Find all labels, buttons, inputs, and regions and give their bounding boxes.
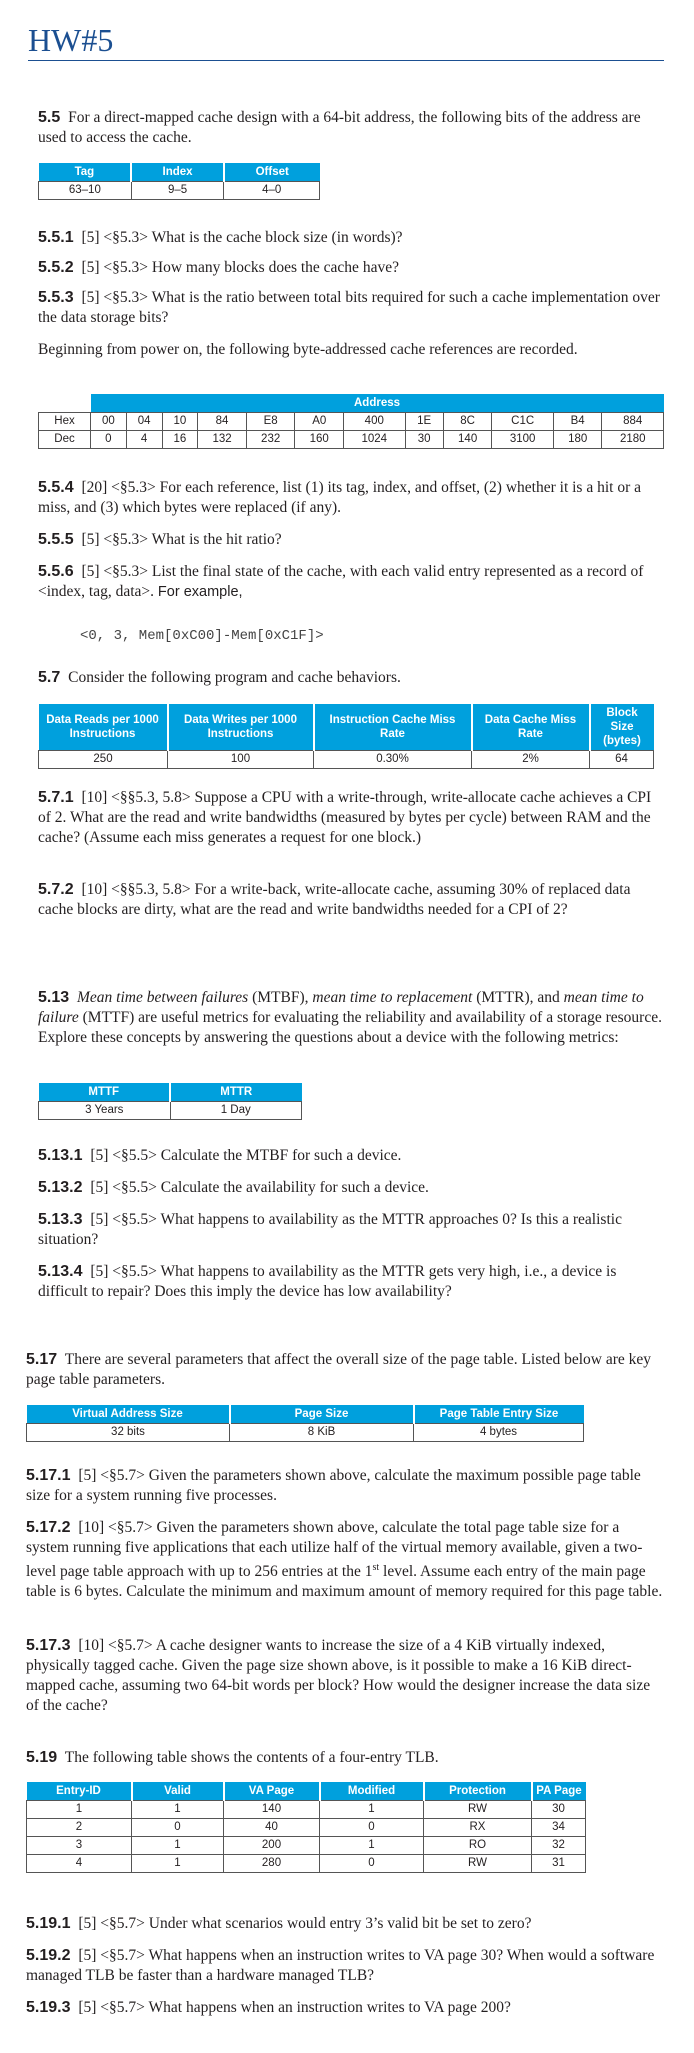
- table-header: Page Size: [230, 1405, 414, 1424]
- question-number: 5.5.4: [38, 479, 74, 496]
- table-cell: 8C: [443, 413, 492, 431]
- question-number: 5.7.1: [38, 789, 74, 806]
- question-number: 5.19: [26, 1749, 58, 1766]
- table-cell: 250: [39, 751, 168, 769]
- question-number: 5.17.2: [26, 1519, 71, 1536]
- table-cell: 140: [443, 431, 492, 449]
- table-row: [27, 1424, 584, 1442]
- question-points: [5] <§5.3>: [81, 563, 149, 580]
- table-cell: 1: [132, 1837, 224, 1855]
- question-5-5-6: [38, 562, 664, 602]
- table-row: [39, 751, 654, 769]
- table-cell: RW: [424, 1801, 532, 1819]
- question-text: Given the parameters shown above, calculate the maximum possible page table size for a system running five processes.: [26, 1467, 641, 1504]
- table-cell: 0: [132, 1819, 224, 1837]
- table-cell: 40: [224, 1819, 320, 1837]
- table-cell: 1 Day: [170, 1102, 302, 1120]
- question-text: Calculate the MTBF for such a device.: [160, 1147, 402, 1164]
- table-header: Instruction Cache Miss Rate: [314, 704, 472, 751]
- table-row: [39, 1102, 302, 1120]
- table-header: Data Writes per 1000 Instructions: [168, 704, 314, 751]
- question-5-13: [38, 988, 664, 1048]
- question-text: There are several parameters that affect the overall size of the page table. Listed below are key page table parameters.: [26, 1351, 652, 1388]
- question-5-17-1: [26, 1466, 664, 1506]
- table-header: Tag: [39, 163, 132, 182]
- question-5-5-1: [38, 228, 664, 248]
- table-cell: 400: [344, 413, 405, 431]
- table-cell: 1: [320, 1801, 424, 1819]
- question-points: [20] <§5.3>: [81, 479, 156, 496]
- address-reference-table: [38, 394, 664, 449]
- question-number: 5.13.2: [38, 1179, 83, 1196]
- question-5-19: [26, 1748, 664, 1768]
- question-points: [10] <§§5.3, 5.8>: [81, 789, 191, 806]
- question-5-13-4: [38, 1262, 664, 1302]
- table-row: [27, 1819, 586, 1837]
- table-header: Valid: [132, 1782, 224, 1801]
- table-cell: 200: [224, 1837, 320, 1855]
- question-text: Under what scenarios would entry 3’s valid bit be set to zero?: [148, 1915, 532, 1932]
- table-row: [27, 1837, 586, 1855]
- cache-behavior-table: [38, 704, 654, 769]
- table-header: Data Reads per 1000 Instructions: [39, 704, 168, 751]
- question-text: For a direct-mapped cache design with a 64-bit address, the following bits of the address are used to access the cache.: [38, 109, 641, 146]
- question-5-17: [26, 1350, 664, 1390]
- table-cell: 2: [27, 1819, 132, 1837]
- question-number: 5.7.2: [38, 881, 74, 898]
- table-cell: RO: [424, 1837, 532, 1855]
- table-row: [39, 413, 664, 431]
- question-number: 5.5.6: [38, 563, 74, 580]
- question-5-7-1: [38, 788, 664, 848]
- question-points: [5] <§5.7>: [78, 1999, 145, 2016]
- table-cell: 31: [532, 1855, 586, 1873]
- question-text: The following table shows the contents of a four-entry TLB.: [64, 1749, 439, 1766]
- question-points: [5] <§5.5>: [90, 1179, 157, 1196]
- table-cell: 232: [246, 431, 295, 449]
- table-cell: 0: [320, 1819, 424, 1837]
- page-header: [28, 20, 664, 61]
- question-text: What is the ratio between total bits required for such a cache implementation over the data storage bits?: [38, 289, 660, 326]
- question-number: 5.17.1: [26, 1467, 71, 1484]
- question-points: [10] <§5.7>: [78, 1637, 153, 1654]
- question-number: 5.19.3: [26, 1999, 71, 2016]
- question-points: [5] <§5.7>: [78, 1947, 145, 1964]
- table-cell: 4 bytes: [414, 1424, 584, 1442]
- table-cell: 1: [132, 1855, 224, 1873]
- tlb-table: [26, 1782, 586, 1873]
- question-number: 5.5.3: [38, 289, 74, 306]
- reliability-metrics-table: [38, 1083, 302, 1120]
- table-row: [39, 431, 664, 449]
- table-cell: 3100: [492, 431, 553, 449]
- question-text: Given the parameters shown above, calculate the total page table size for a system running five applications that each utilize half of the virtual memory available, given a two-level page table approach with up to 256 entries at the 1: [26, 1519, 643, 1581]
- question-number: 5.5.2: [38, 259, 74, 276]
- question-number: 5.5: [38, 109, 61, 126]
- table-cell: 4: [27, 1855, 132, 1873]
- ordinal-suffix: st: [372, 1562, 380, 1573]
- table-cell: A0: [295, 413, 344, 431]
- question-5-13-3: [38, 1210, 664, 1250]
- page-title: HW#5: [28, 22, 114, 58]
- question-5-5: [38, 108, 664, 148]
- table-header: PA Page: [532, 1782, 586, 1801]
- table-cell: RX: [424, 1819, 532, 1837]
- question-5-19-3: [26, 1998, 664, 2018]
- table-row: [27, 1801, 586, 1819]
- question-number: 5.5.1: [38, 229, 74, 246]
- question-5-13-2: [38, 1178, 664, 1198]
- question-number: 5.13: [38, 989, 70, 1006]
- question-text: For each reference, list (1) its tag, index, and offset, (2) whether it is a hit or a miss, and (3) which bytes were replaced (if any).: [38, 479, 641, 516]
- table-cell: RW: [424, 1855, 532, 1873]
- question-text: (MTBF),: [252, 989, 309, 1006]
- table-corner: [39, 394, 91, 413]
- question-5-17-3: [26, 1636, 664, 1716]
- table-cell: 100: [168, 751, 314, 769]
- term-mttf: mean time to failure: [38, 989, 644, 1026]
- question-text-continued: level. Assume each entry of the main page table is 6 bytes. Calculate the minimum and maximum amount of memory required for this page table.: [26, 1563, 663, 1601]
- table-cell: E8: [246, 413, 295, 431]
- question-5-19-2: [26, 1946, 664, 1986]
- table-cell: 00: [91, 413, 127, 431]
- example-record: <0, 3, Mem[0xC00]-Mem[0xC1F]>: [80, 628, 324, 644]
- question-points: [5] <§5.7>: [78, 1467, 145, 1484]
- table-cell: 10: [162, 413, 198, 431]
- table-header: Virtual Address Size: [27, 1405, 230, 1424]
- table-cell: 1024: [344, 431, 405, 449]
- row-label: Dec: [39, 431, 91, 449]
- question-points: [5] <§5.3>: [81, 229, 149, 246]
- question-number: 5.13.4: [38, 1263, 83, 1280]
- page-table-params-table: [26, 1405, 584, 1442]
- table-cell: 132: [198, 431, 247, 449]
- question-text: What happens when an instruction writes to VA page 200?: [148, 1999, 511, 2016]
- table-header: Index: [131, 163, 224, 182]
- question-text: What happens to availability as the MTTR approaches 0? Is this a realistic situation?: [38, 1211, 622, 1248]
- table-cell: 30: [532, 1801, 586, 1819]
- question-text: What is the hit ratio?: [151, 531, 282, 548]
- table-cell: 04: [126, 413, 162, 431]
- table-cell: 64: [590, 751, 654, 769]
- question-points: [10] <§§5.3, 5.8>: [81, 881, 191, 898]
- table-cell: 1: [27, 1801, 132, 1819]
- row-label: Hex: [39, 413, 91, 431]
- table-header: Entry-ID: [27, 1782, 132, 1801]
- table-header: Page Table Entry Size: [414, 1405, 584, 1424]
- question-points: [10] <§5.7>: [78, 1519, 153, 1536]
- question-5-19-1: [26, 1914, 664, 1934]
- table-cell: 34: [532, 1819, 586, 1837]
- table-header: Block Size (bytes): [590, 704, 654, 751]
- question-text: (MTTF) are useful metrics for evaluating the reliability and availability of a storage resource. Explore these concepts by answering the questions about a device with the following metrics:: [38, 1009, 662, 1046]
- references-intro: [38, 340, 664, 360]
- table-cell: 1E: [405, 413, 443, 431]
- table-cell: 884: [602, 413, 664, 431]
- question-5-13-1: [38, 1146, 664, 1166]
- table-cell: 32 bits: [27, 1424, 230, 1442]
- table-cell: 280: [224, 1855, 320, 1873]
- table-header: MTTR: [170, 1083, 302, 1102]
- question-text-tail: For example,: [157, 584, 243, 600]
- table-header: Data Cache Miss Rate: [472, 704, 590, 751]
- question-points: [5] <§5.5>: [90, 1211, 157, 1228]
- table-cell: 160: [295, 431, 344, 449]
- term-mtbf: Mean time between failures: [77, 989, 249, 1006]
- table-cell: 9–5: [131, 182, 224, 200]
- table-cell: 0: [320, 1855, 424, 1873]
- table-cell: C1C: [492, 413, 553, 431]
- table-cell: 3 Years: [39, 1102, 171, 1120]
- table-cell: 2%: [472, 751, 590, 769]
- table-header: Address: [91, 394, 664, 413]
- question-number: 5.13.3: [38, 1211, 83, 1228]
- question-text: For a write-back, write-allocate cache, assuming 30% of replaced data cache blocks are dirty, what are the read and write bandwidths needed for a CPI of 2?: [38, 881, 631, 918]
- question-text: Consider the following program and cache behaviors.: [68, 669, 401, 686]
- table-cell: 32: [532, 1837, 586, 1855]
- table-header: Protection: [424, 1782, 532, 1801]
- question-points: [5] <§5.3>: [81, 289, 149, 306]
- question-points: [5] <§5.5>: [90, 1147, 157, 1164]
- question-number: 5.19.2: [26, 1947, 71, 1964]
- question-5-5-3: [38, 288, 664, 328]
- table-row: [27, 1855, 586, 1873]
- table-header: Modified: [320, 1782, 424, 1801]
- question-points: [5] <§5.3>: [81, 259, 149, 276]
- question-5-7-2: [38, 880, 664, 920]
- question-text: List the final state of the cache, with each valid entry represented as a record of <index, tag, data>.: [38, 563, 644, 600]
- question-number: 5.17: [26, 1351, 58, 1368]
- table-cell: 84: [198, 413, 247, 431]
- table-cell: 16: [162, 431, 198, 449]
- table-cell: 2180: [602, 431, 664, 449]
- question-text: Calculate the availability for such a device.: [160, 1179, 429, 1196]
- table-cell: 0.30%: [314, 751, 472, 769]
- table-cell: 180: [553, 431, 602, 449]
- table-cell: 63–10: [39, 182, 132, 200]
- table-header: MTTF: [39, 1083, 171, 1102]
- table-cell: 8 KiB: [230, 1424, 414, 1442]
- question-text: A cache designer wants to increase the size of a 4 KiB virtually indexed, physically tagged cache. Given the page size shown above, is it possible to make a 16 KiB direct-mapped cache, assuming two 64-bit words per block? How would the designer increase the data size of the cache?: [26, 1637, 651, 1714]
- table-cell: 30: [405, 431, 443, 449]
- paragraph-text: Beginning from power on, the following byte-addressed cache references are recorded.: [38, 341, 578, 358]
- question-number: 5.13.1: [38, 1147, 83, 1164]
- question-5-17-2: [26, 1518, 664, 1602]
- table-cell: 4: [126, 431, 162, 449]
- question-number: 5.7: [38, 669, 61, 686]
- question-text: (MTTR), and: [476, 989, 560, 1006]
- question-5-5-2: [38, 258, 664, 278]
- question-points: [5] <§5.3>: [81, 531, 149, 548]
- question-points: [5] <§5.7>: [78, 1915, 145, 1932]
- question-number: 5.19.1: [26, 1915, 71, 1932]
- table-header: Offset: [224, 163, 320, 182]
- table-cell: B4: [553, 413, 602, 431]
- question-5-7: [38, 668, 664, 688]
- table-cell: 1: [320, 1837, 424, 1855]
- term-mttr: mean time to replacement: [312, 989, 473, 1006]
- question-text: What is the cache block size (in words)?: [151, 229, 403, 246]
- table-cell: 140: [224, 1801, 320, 1819]
- question-text: What happens to availability as the MTTR gets very high, i.e., a device is difficult to repair? Does this imply the device has low availability?: [38, 1263, 617, 1300]
- question-5-5-5: [38, 530, 664, 550]
- table-header: VA Page: [224, 1782, 320, 1801]
- question-points: [5] <§5.5>: [90, 1263, 157, 1280]
- question-number: 5.5.5: [38, 531, 74, 548]
- table-cell: 1: [132, 1801, 224, 1819]
- address-bits-table: [38, 163, 320, 200]
- question-text: Suppose a CPU with a write-through, write-allocate cache achieves a CPI of 2. What are the read and write bandwidths (measured by bytes per cycle) between RAM and the cache? (Assume each miss generates a request for one block.): [38, 789, 652, 846]
- question-text: How many blocks does the cache have?: [151, 259, 399, 276]
- question-text: What happens when an instruction writes to VA page 30? When would a software managed TLB be faster than a hardware managed TLB?: [26, 1947, 655, 1984]
- table-cell: 3: [27, 1837, 132, 1855]
- table-cell: 0: [91, 431, 127, 449]
- question-number: 5.17.3: [26, 1637, 71, 1654]
- table-cell: 4–0: [224, 182, 320, 200]
- question-5-5-4: [38, 478, 664, 518]
